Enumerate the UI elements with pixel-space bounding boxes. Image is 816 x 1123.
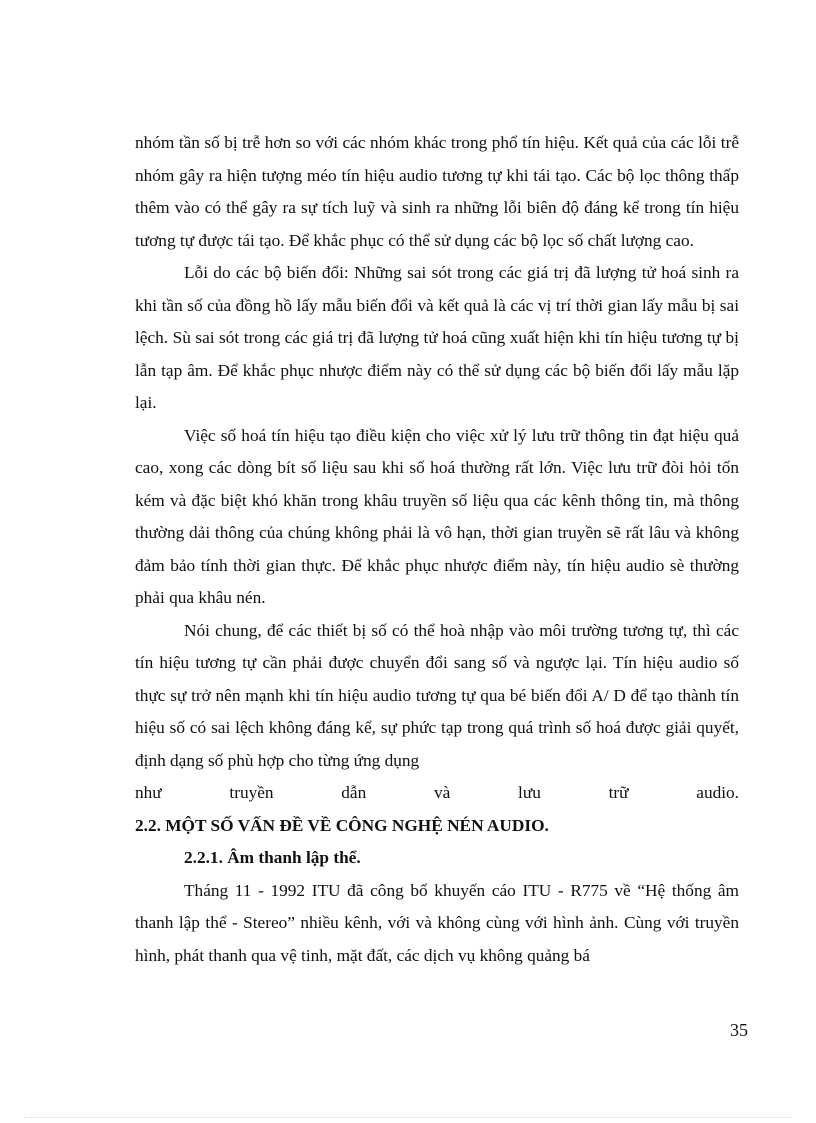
paragraph-group-delay: nhóm tần số bị trễ hơn so với các nhóm khác trong phổ tín hiệu. Kết quả của các lỗi trễ nhóm gây ra hiện tượng méo tín hiệu audio tương tự khi tái tạo. Các bộ lọc thông thấp thêm vào có thể gây ra sự tích luỹ và sinh ra những lỗi biên độ đáng kể trong tín hiệu tương tự được tái tạo. Để khắc phục có thể sử dụng các bộ lọc số chất lượng cao.	[135, 133, 739, 250]
page-number: 35	[730, 1020, 748, 1040]
paragraph-analog-digital-end: như truyền dẫn và lưu trữ audio.	[135, 783, 739, 802]
paragraph-converter-errors: Lỗi do các bộ biến đổi: Những sai sót trong các giá trị đã lượng tử hoá sinh ra khi tần số của đồng hồ lấy mẫu biến đổi và kết quả là các vị trí thời gian lấy mẫu bị sai lệch. Sù sai sót trong các giá trị đã lượng tử hoá cũng xuất hiện khi tín hiệu tương tự bị lẫn tạp âm. Để khắc phục nhược điểm này có thể sử dụng các bộ biến đổi lấy mẫu lặp lại.	[135, 263, 739, 412]
page-bottom-divider	[24, 1117, 792, 1118]
section-heading: 2.2. MỘT SỐ VẤN ĐỀ VỀ CÔNG NGHỆ NÉN AUDIO.	[135, 815, 549, 835]
subsection-heading: 2.2.1. Âm thanh lập thể.	[184, 848, 361, 867]
paragraph-stereo: Tháng 11 - 1992 ITU đã công bố khuyến cáo ITU - R775 về “Hệ thống âm thanh lập thể - Stereo” nhiều kênh, với và không cùng với hình ảnh. Cùng với truyền hình, phát thanh qua vệ tinh, mặt đất, các dịch vụ không quảng bá	[135, 880, 739, 965]
paragraph-analog-digital: Nói chung, để các thiết bị số có thể hoà nhập vào môi trường tương tự, thì các tín hiệu tương tự cần phải được chuyển đổi sang số và ngược lại. Tín hiệu audio số thực sự trở nên mạnh khi tín hiệu audio tương tự qua bé biến đổi A/ D để tạo thành tín hiệu số có sai lệch không đáng kể, sự phức tạp trong quá trình số hoá được giải quyết, định dạng số phù hợp cho từng ứng dụng	[135, 620, 739, 770]
paragraph-digitization: Việc số hoá tín hiệu tạo điều kiện cho việc xử lý lưu trữ thông tin đạt hiệu quả cao, xong các dòng bít số liệu sau khi số hoá thường rất lớn. Việc lưu trữ đòi hỏi tốn kém và đặc biệt khó khăn trong khâu truyền số liệu qua các kênh thông tin, mà thông thường dải thông của chúng không phải là vô hạn, thời gian truyền sẽ rất lâu và không đảm bảo tính thời gian thực. Để khắc phục nhược điểm này, tín hiệu audio sè thường phải qua khâu nén.	[135, 425, 739, 607]
document-page	[135, 127, 739, 972]
